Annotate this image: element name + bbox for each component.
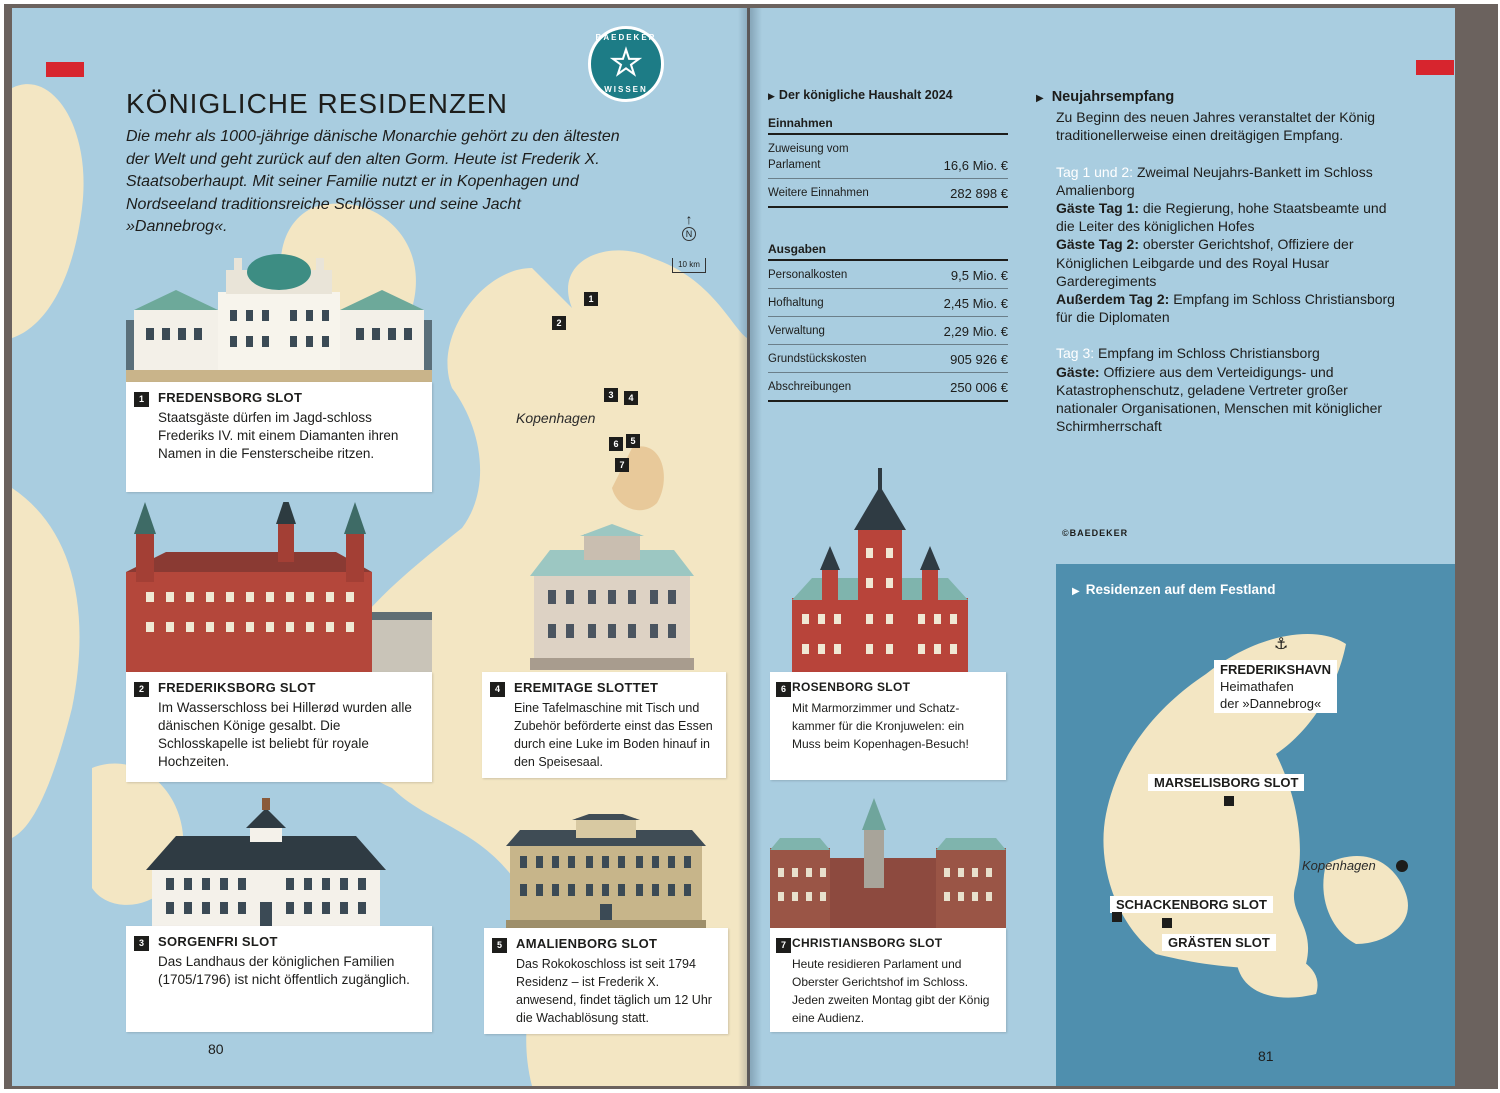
budget-table (768, 88, 1008, 402)
grasten-label: GRÄSTEN SLOT (1162, 934, 1276, 951)
red-margin-mark (1416, 60, 1454, 75)
book-gutter (738, 8, 762, 1086)
row-value: 9,5 Mio. € (950, 268, 1008, 283)
reception-intro: Zu Beginn des neuen Jahres veranstaltet der König traditionellerweise einen dreitägigen Empfang. (1056, 109, 1376, 144)
marselisborg-label: MARSELISBORG SLOT (1148, 774, 1304, 791)
expense-row (768, 261, 1008, 289)
castle-name: AMALIENBORG SLOT (516, 936, 658, 951)
anchor-icon: ⚓ (1274, 636, 1289, 653)
castle-name: FREDERIKSBORG SLOT (158, 680, 316, 695)
rosenborg-illustration (792, 468, 968, 672)
expense-row (768, 289, 1008, 317)
row-value: 2,45 Mio. € (943, 296, 1008, 311)
schackenborg-marker (1112, 912, 1122, 922)
map-marker-5: 5 (626, 434, 640, 448)
map-marker-2: 2 (552, 316, 566, 330)
castle-name: ROSENBORG SLOT (792, 680, 911, 694)
castle-card-5 (484, 928, 728, 1034)
christiansborg-illustration (770, 798, 1006, 928)
reception-day3: Tag 3: Empfang im Schloss Christiansborg Gäste: Offiziere aus dem Verteidigungs- und Katastrophenschutz, geladene Vertreter großer nationaler Organisationen, Menschen mit königlicher Schirmherrschaft (1056, 345, 1383, 435)
castle-card-7 (770, 928, 1006, 1032)
page-number-right: 81 (1258, 1048, 1274, 1064)
row-value: 2,29 Mio. € (943, 324, 1008, 339)
map-marker-4: 4 (624, 391, 638, 405)
castle-number: 1 (134, 392, 149, 407)
castle-name: CHRISTIANSBORG SLOT (792, 936, 943, 950)
red-margin-mark (46, 62, 84, 77)
castle-name: FREDENSBORG SLOT (158, 390, 303, 405)
map-city-label: Kopenhagen (516, 410, 596, 426)
page-title: KÖNIGLICHE RESIDENZEN (126, 88, 508, 119)
north-arrow-icon: ↑ N (682, 213, 696, 241)
expense-row (768, 373, 1008, 402)
castle-description: Das Landhaus der königlichen Familien (1705/1796) ist nicht öffentlich zugänglich. (158, 954, 410, 987)
castle-number: 5 (492, 938, 507, 953)
income-header: Einnahmen (768, 116, 1008, 135)
castle-number: 7 (776, 938, 791, 953)
castle-description: Eine Tafelmaschine mit Tisch und Zubehör beförderte einst das Essen durch eine Luke im Boden hinauf in den Speisesaal. (514, 701, 713, 769)
map-marker-7: 7 (615, 458, 629, 472)
row-value: 282 898 € (950, 186, 1008, 201)
page-number-left: 80 (208, 1041, 224, 1057)
row-label: Verwaltung (768, 325, 825, 337)
reception-day12: Tag 1 und 2: Zweimal Neujahrs-Bankett im Schloss Amalienborg Gäste Tag 1: die Regierung, hohe Staatsbeamte und die Leiter des königlichen Hofes Gäste Tag 2: oberster Gerichtshof, Offiziere der Königlichen Leibgarde und des Royal Husar Garderegiments Außerdem Tag 2: Empfang im Schloss Christiansborg für die Diplomaten (1056, 163, 1395, 326)
income-row (768, 135, 1008, 179)
amalienborg-illustration (506, 814, 706, 928)
grasten-marker (1162, 918, 1172, 928)
inset-city-label: Kopenhagen (1302, 858, 1376, 873)
marselisborg-marker (1224, 796, 1234, 806)
row-value: 250 006 € (950, 380, 1008, 395)
frederiksborg-illustration (126, 502, 432, 672)
sorgenfri-illustration (146, 798, 386, 926)
row-label: Zuweisung vom Parlament (768, 143, 849, 171)
row-label: Weitere Einnahmen (768, 187, 869, 199)
expense-header: Ausgaben (768, 242, 1008, 261)
inset-land (1056, 564, 1455, 1086)
castle-card-2 (126, 672, 432, 782)
castle-number: 2 (134, 682, 149, 697)
castle-number: 3 (134, 936, 149, 951)
fredensborg-illustration (126, 240, 432, 382)
castle-card-4 (482, 672, 726, 778)
star-icon: ★ (610, 44, 642, 82)
intro-text: Die mehr als 1000-jährige dänische Monarchie gehört zu den ältesten der Welt und geht zurück auf den alten Gorm. Heute ist Frederik X. Staatsoberhaupt. Mit seiner Familie nutzt er in Kopenhagen und Nordseeland traditionsreiche Schlösser und seine Jacht »Dannebrog«. (126, 128, 620, 235)
frederikshavn-label: FREDERIKSHAVN Heimathafen der »Dannebrog« (1214, 660, 1337, 713)
castle-description: Staatsgäste dürfen im Jagd-schloss Frederiks IV. mit einem Diamanten ihren Namen in die Fensterscheibe ritzen. (158, 410, 399, 461)
right-page (750, 8, 1455, 1086)
schackenborg-label: SCHACKENBORG SLOT (1110, 896, 1273, 913)
expense-row (768, 345, 1008, 373)
castle-name: SORGENFRI SLOT (158, 934, 278, 949)
left-page (12, 8, 747, 1086)
castle-description: Mit Marmorzimmer und Schatz-kammer für die Kronjuwelen: ein Muss beim Kopenhagen-Besuch! (792, 701, 969, 751)
castle-number: 6 (776, 682, 791, 697)
copyright: ©BAEDEKER (1062, 528, 1129, 538)
budget-title: ▶ Der königliche Haushalt 2024 (768, 88, 1008, 102)
row-value: 16,6 Mio. € (943, 158, 1008, 173)
row-label: Hofhaltung (768, 297, 824, 309)
row-label: Personalkosten (768, 269, 848, 281)
eremitage-illustration (530, 524, 694, 670)
income-row (768, 179, 1008, 208)
row-label: Grundstückskosten (768, 353, 867, 365)
reception-heading: ▶ Neujahrsempfang (1056, 88, 1406, 108)
map-marker-1: 1 (584, 292, 598, 306)
baedeker-wissen-badge (588, 26, 664, 102)
badge-top-text: BAEDEKER (595, 33, 657, 42)
badge-bottom-text: WISSEN (604, 85, 648, 94)
mainland-inset-map (1056, 564, 1455, 1086)
castle-name: EREMITAGE SLOTTET (514, 680, 659, 695)
row-value: 905 926 € (950, 352, 1008, 367)
castle-description: Heute residieren Parlament und Oberster Gerichtshof im Schloss. Jeden zweiten Montag gibt der König eine Audienz. (792, 957, 990, 1025)
castle-card-1 (126, 382, 432, 492)
castle-description: Das Rokokoschloss ist seit 1794 Residenz – ist Frederik X. anwesend, findet täglich um 12 Uhr die Wachablösung statt. (516, 957, 712, 1025)
expense-row (768, 317, 1008, 345)
map-marker-6: 6 (609, 437, 623, 451)
castle-card-3 (126, 926, 432, 1032)
castle-description: Im Wasserschloss bei Hillerød wurden alle dänischen Könige gesalbt. Die Schlosskapelle ist beliebt für royale Hochzeiten. (158, 700, 412, 769)
castle-number: 4 (490, 682, 505, 697)
row-label: Abschreibungen (768, 381, 852, 393)
inset-title: ▶ Residenzen auf dem Festland (1072, 582, 1276, 597)
castle-card-6 (770, 672, 1006, 780)
map-marker-3: 3 (604, 388, 618, 402)
map-scale: 10 km (672, 258, 706, 273)
reception-info (1036, 88, 1406, 453)
